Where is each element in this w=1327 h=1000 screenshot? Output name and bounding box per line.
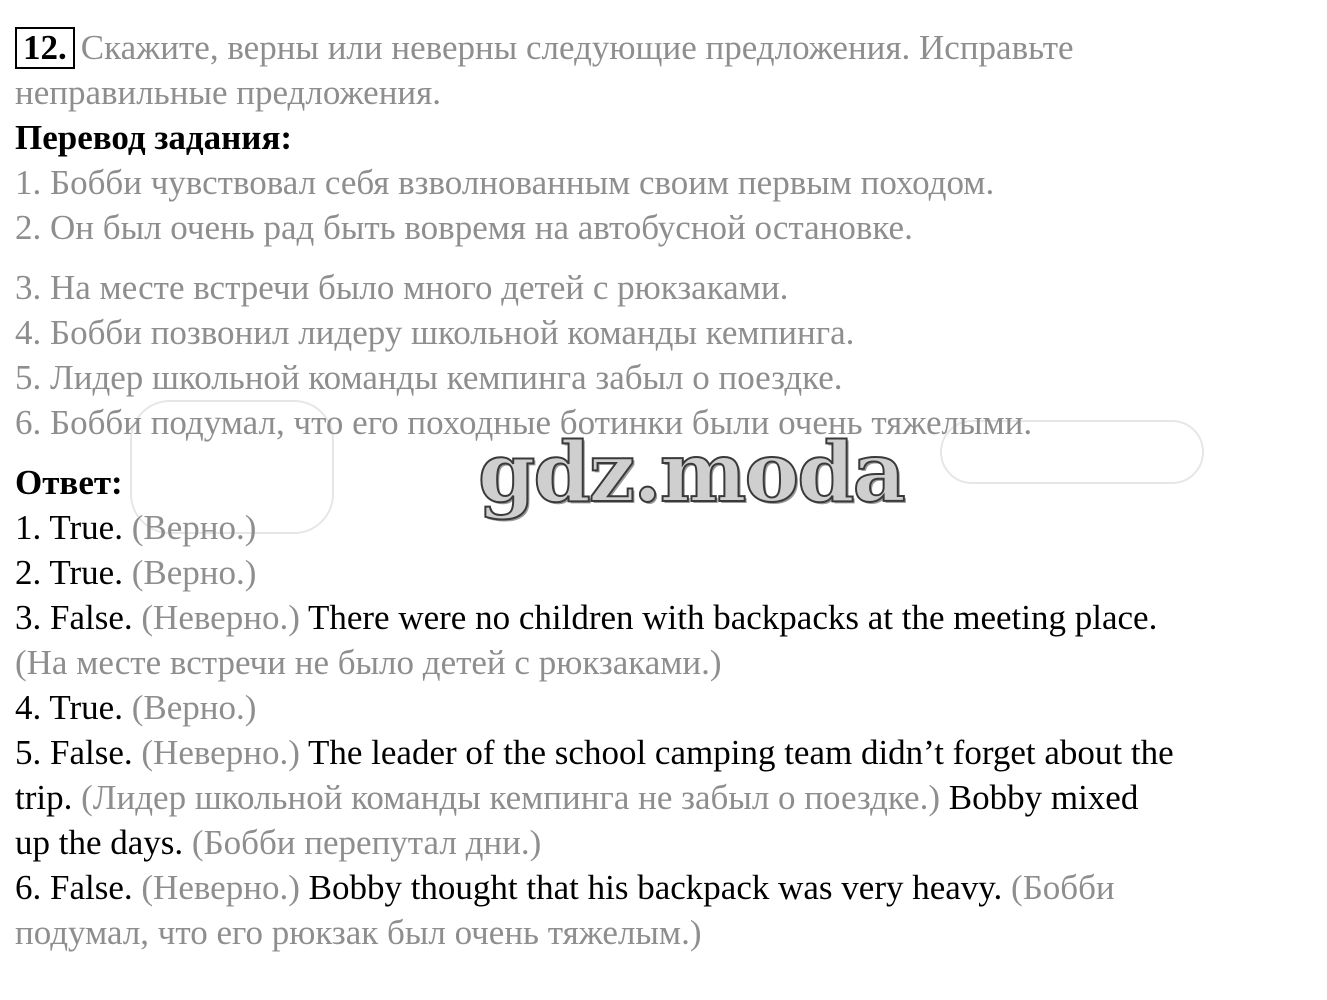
answer-heading: Ответ: (15, 463, 123, 502)
answer-verdict: 4. True. (15, 688, 123, 727)
answer-item (15, 550, 1315, 595)
answer-verdict-translation: (Неверно.) (141, 868, 300, 907)
answer-correction-translation: (Бобби (1011, 868, 1115, 907)
answer-verdict-translation: (Неверно.) (141, 733, 300, 772)
answer-verdict-translation: (Верно.) (131, 688, 257, 727)
translation-item: 5. Лидер школьной команды кемпинга забыл о поездке. (15, 358, 843, 397)
answer-correction: trip. (15, 778, 73, 817)
watermark-logo: gdz.moda (478, 425, 904, 521)
answer-correction-translation: (Лидер школьной команды кемпинга не забыл о поездке.) (81, 778, 940, 817)
answer-item (15, 685, 1315, 730)
task-number: 12. (15, 27, 75, 69)
answer-item (15, 865, 1315, 910)
translation-heading: Перевод задания: (15, 118, 293, 157)
answer-item (15, 730, 1315, 775)
answer-verdict: 2. True. (15, 553, 123, 592)
task-instruction (15, 25, 1315, 70)
answer-correction-translation: (Бобби перепутал дни.) (191, 823, 542, 862)
answer-verdict-translation: (Верно.) (131, 508, 257, 547)
answer-verdict: 6. False. (15, 868, 133, 907)
answer-item (15, 595, 1315, 640)
translation-item: 4. Бобби позвонил лидеру школьной команды кемпинга. (15, 313, 855, 352)
translation-item: 2. Он был очень рад быть вовремя на автобусной остановке. (15, 208, 913, 247)
answer-verdict-translation: (Неверно.) (141, 598, 300, 637)
instruction-text-continued: неправильные предложения. (15, 73, 442, 112)
answer-correction-translation: подумал, что его рюкзак был очень тяжелым.) (15, 913, 702, 952)
answer-verdict: 3. False. (15, 598, 133, 637)
translation-item: 3. На месте встречи было много детей с рюкзаками. (15, 268, 789, 307)
answer-correction: There were no children with backpacks at the meeting place. (307, 598, 1158, 637)
answer-verdict-translation: (Верно.) (131, 553, 257, 592)
answer-correction: up the days. (15, 823, 184, 862)
instruction-text: Скажите, верны или неверны следующие предложения. Исправьте (80, 28, 1074, 67)
answer-correction-translation: (На месте встречи не было детей с рюкзаками.) (15, 643, 722, 682)
translation-item: 6. Бобби подумал, что его походные ботинки были очень тяжелыми. (15, 403, 1033, 442)
answer-item-continued (15, 820, 1315, 865)
answer-correction: Bobby mixed (948, 778, 1139, 817)
answer-correction: The leader of the school camping team didn’t forget about the (307, 733, 1174, 772)
answer-verdict: 5. False. (15, 733, 133, 772)
answer-item-continued (15, 775, 1315, 820)
answer-correction: Bobby thought that his backpack was very heavy. (308, 868, 1003, 907)
answer-verdict: 1. True. (15, 508, 123, 547)
translation-item: 1. Бобби чувствовал себя взволнованным своим первым походом. (15, 163, 995, 202)
